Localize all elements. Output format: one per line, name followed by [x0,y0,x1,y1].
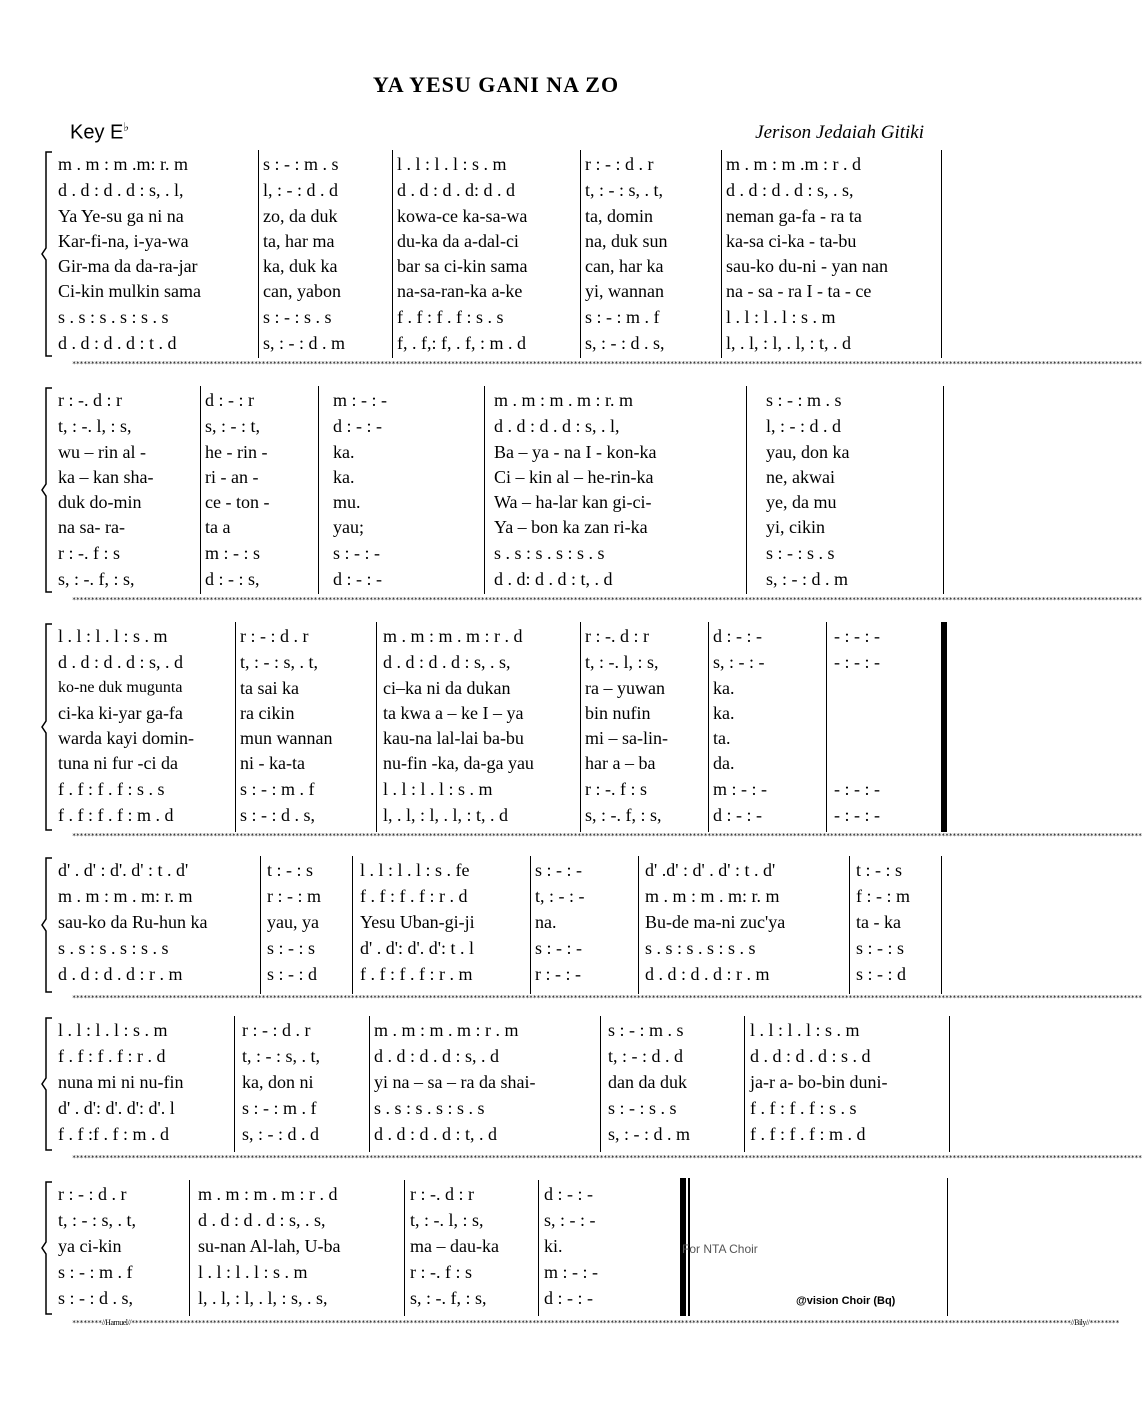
lyric-row: Kar-fi-na, i-ya-wa [58,231,189,251]
note-row: m . m : m .m : r . d [726,154,861,174]
measure [54,1180,194,1316]
separator-stars: ************************************************************************************************************************************************************************************************************************************************************************************************ [72,1154,1142,1162]
lyric-row: can, yabon [263,281,341,301]
note-row: d : - : - [333,416,382,436]
note-row: d . d : d . d : s, . l, [58,180,184,200]
note-row: f . f : f . f : m . d [750,1124,866,1144]
note-row: s : - : s . s [263,307,332,327]
note-row: m . m : m . m : r . m [374,1020,519,1040]
lyric-row: Ci – kin al – he-rin-ka [494,467,654,487]
lyric-row: ta. [713,728,731,748]
note-row: l, . l, : l, . l, : t, . d [383,805,509,825]
lyric-row: ki. [544,1236,563,1256]
note-row: r : -. f : s [58,543,120,563]
footer-credits: ********//Hamuel//*************************************************************************************************************************************************************************************************************************************************************//Bily//******** [72,1318,1120,1327]
note-row: s . s : s . s : s . s [58,307,169,327]
lyric-row: ta a [205,517,231,537]
note-row: f . f : f . f : s . s [58,779,165,799]
lyric-row: warda kayi domin- [58,728,194,748]
note-row: l . l : l . l : s . m [750,1020,860,1040]
note-row: d . d : d . d : s, . s, [383,652,511,672]
measure [54,856,264,994]
lyric-row: du-ka da a-dal-ci [397,231,519,251]
lyric-row: mun wannan [240,728,333,748]
arranger-credit: //Hamuel// [101,1318,131,1327]
note-row: t, : - : s, . t, [585,180,664,200]
note-row: f . f : f . f : r . d [360,886,468,906]
brace-icon [40,150,54,358]
note-row: f, . f,: f, . f, : m . d [397,333,526,353]
barline [941,150,942,358]
barline [849,856,850,994]
song-title: YA YESU GANI NA ZO [372,72,620,97]
note-row: l, . l, : l, . l, : t, . d [726,333,852,353]
lyric-row: na - sa - ra I - ta - ce [726,281,872,301]
note-row: f . f : f . f : r . d [58,1046,166,1066]
system-4 [40,856,942,994]
barline [744,1016,745,1152]
note-row: s : - : s [267,938,316,958]
note-row: s, : - : d . m [263,333,346,353]
lyric-row: can, har ka [585,256,664,276]
note-row: l . l : l . l : s . m [383,779,493,799]
barline [947,1178,948,1316]
note-row: s : - : m . f [240,779,315,799]
note-row: s : - : - [333,543,380,563]
lyric-row: bin nufin [585,703,651,723]
lyric-row: tuna ni fur -ci da [58,753,178,773]
lyric-row: kowa-ce ka-sa-wa [397,206,528,226]
barline [826,622,827,832]
note-row: l . l : l . l : s . m [198,1262,308,1282]
separator-stars: ************************************************************************************************************************************************************************************************************************************************************************************************ [72,994,1142,1002]
note-row: f . f : f . f : s . s [397,307,504,327]
note-row: d : - : - [544,1184,593,1204]
measure [259,150,396,358]
note-row: l, : - : d . d [263,180,338,200]
measure [201,386,317,594]
note-row: s, : - : d . s, [585,333,665,353]
lyric-row: bar sa ci-kin sama [397,256,528,276]
lyric-row: he - rin - [205,442,268,462]
note-row: t, : - : d . d [608,1046,683,1066]
note-row: d : - : - [544,1288,593,1308]
note-row: t : - : s [267,860,314,880]
note-row: t, : - : s, . t, [240,652,319,672]
note-row: t, : - : s, . t, [242,1046,321,1066]
lyric-row: zo, da duk [263,206,338,226]
separator-stars: ************************************************************************************************************************************************************************************************************************************************************************************************ [72,832,1142,840]
note-row: m : - : - [333,390,387,410]
lyric-row: ja-r a- bo-bin duni- [750,1072,888,1092]
measure [709,622,829,832]
lyric-row: Bu-de ma-ni zuc'ya [645,912,786,932]
lyric-row: yau, ya [267,912,319,932]
barline [746,386,747,594]
barline [376,622,377,832]
measure [236,622,376,832]
lyric-row: mu. [333,492,361,512]
lyric-row: ka. [713,678,735,698]
lyric-row: Ya Ye-su ga ni na [58,206,184,226]
measure [194,1180,404,1316]
lyric-row: ka – kan sha- [58,467,154,487]
note-row: r : -. d : r [410,1184,474,1204]
lyric-row: Ba – ya - na I - kon-ka [494,442,657,462]
system-5 [40,1016,950,1152]
note-row: r : -. d : r [58,390,122,410]
lyric-row: yau; [333,517,364,537]
note-row: s : - : d . s, [58,1288,134,1308]
note-row: m : - : s [205,543,261,563]
brace-icon [40,1016,54,1152]
note-row: s : - : s . s [608,1098,677,1118]
note-row: d . d : d . d : s, . s, [198,1210,326,1230]
lyric-row: su-nan Al-lah, U-ba [198,1236,341,1256]
measure [393,150,583,358]
lyric-row: ka. [333,467,355,487]
lyric-row: Wa – ha-lar kan gi-ci- [494,492,652,512]
barline [318,386,319,594]
barline [538,1180,539,1316]
note-row: m . m : m .m: r. m [58,154,189,174]
measure [54,1016,234,1152]
note-row: s . s : s . s : s . s [374,1098,485,1118]
note-row: d' . d': d'. d': t . l [360,938,474,958]
separator-stars: ************************************************************************************************************************************************************************************************************************************************************************************************ [72,596,1142,604]
note-row: r : - : d . r [242,1020,311,1040]
note-row: s . s : s . s : s . s [645,938,756,958]
lyric-row: na-sa-ran-ka a-ke [397,281,523,301]
note-row: s . s : s . s : s . s [58,938,169,958]
note-row: r : -. f : s [410,1262,472,1282]
note-row: r : -. f : s [585,779,647,799]
measure [604,1016,744,1152]
note-row: s : - : s . s [766,543,835,563]
lyric-row: sau-ko du-ni - yan nan [726,256,888,276]
lyric-row: ya ci-kin [58,1236,122,1256]
note-row: m . m : m . m: r. m [58,886,193,906]
lyric-row: ra – yuwan [585,678,665,698]
barline [404,1180,405,1316]
note-row: r : - : d . r [240,626,309,646]
lyric-row: ta, domin [585,206,653,226]
note-row: d : - : - [333,569,382,589]
measure [379,622,579,832]
brace-icon [40,1180,54,1316]
measure [490,386,750,594]
note-row: s, : -. f, : s, [410,1288,487,1308]
lyric-row: duk do-min [58,492,142,512]
note-row: d . d : d . d : r . m [645,964,770,984]
note-row: f . f :f . f : m . d [58,1124,169,1144]
lyric-row: ra cikin [240,703,295,723]
measure [329,386,479,594]
lyric-row: ta, har ma [263,231,335,251]
note-row: d : - : s, [205,569,260,589]
note-row: r : - : d . r [585,154,654,174]
system-6 [40,1180,680,1316]
note-row: l, . l, : l, . l, : s, . s, [198,1288,328,1308]
choir-brand: @vision Choir (Bq) [796,1295,896,1307]
lyric-row: ma – dau-ka [410,1236,499,1256]
barline [484,386,485,594]
note-row: - : - : - [834,626,880,646]
note-row: s, : -. f, : s, [58,569,135,589]
system-1 [40,150,942,358]
lyric-row: ci-ka ki-yar ga-fa [58,703,183,723]
note-row: t, : -. l, : s, [410,1210,484,1230]
lyric-row: ta - ka [856,912,901,932]
lyric-row: mi – sa-lin- [585,728,668,748]
note-row: s : - : m . s [263,154,339,174]
measure [406,1180,541,1316]
lyric-row: ka, don ni [242,1072,314,1092]
lyric-row: ka-sa ci-ka - ta-bu [726,231,857,251]
final-barline [941,622,947,832]
note-row: l, : - : d . d [766,416,841,436]
lyric-row: da. [713,753,735,773]
note-row: d . d: d . d : t, . d [494,569,613,589]
measure [746,1016,946,1152]
barline [943,386,944,594]
brace-icon [40,856,54,994]
measure [830,622,940,832]
lyric-row: yi, cikin [766,517,825,537]
lyric-row: ci–ka ni da dukan [383,678,511,698]
lyric-row: yi na – sa – ra da shai- [374,1072,536,1092]
note-row: s, : - : t, [205,416,261,436]
measure [540,1180,660,1316]
note-row: m . m : m . m : r. m [494,390,634,410]
note-row: r : - : - [535,964,581,984]
note-row: d . d : d . d : t . d [58,333,177,353]
note-row: l . l : l . l : s . m [726,307,836,327]
note-row: s : - : s [856,938,905,958]
composer-name: Jerison Jedaiah Gitiki [755,122,924,143]
system-2 [40,386,950,594]
lyric-row: wu – rin al - [58,442,146,462]
lyric-row: sau-ko da Ru-hun ka [58,912,208,932]
note-row: m : - : - [544,1262,598,1282]
lyric-row: neman ga-fa - ra ta [726,206,862,226]
note-row: l . l : l . l : s . m [58,1020,168,1040]
note-row: m . m : m . m : r . d [198,1184,338,1204]
brace-icon [40,386,54,594]
lyric-row: ta sai ka [240,678,299,698]
note-row: d . d : d . d : s, . s, [726,180,854,200]
key-signature [70,120,129,145]
note-row: d . d : d . d: d . d [397,180,516,200]
system-3 [40,622,950,832]
lyric-row: dan da duk [608,1072,687,1092]
separator-stars: ************************************************************************************************************************************************************************************************************************************************************************************************ [72,360,1142,368]
note-row: d' . d': d'. d': d'. l [58,1098,175,1118]
note-row: - : - : - [834,805,880,825]
lyric-row: nuna mi ni nu-fin [58,1072,184,1092]
note-row: s, : - : - [713,652,765,672]
lyric-row: Gir-ma da da-ra-jar [58,256,198,276]
note-row: s : - : m . f [242,1098,317,1118]
note-row: s : - : d [267,964,318,984]
measure [370,1016,600,1152]
measure [54,386,202,594]
lyric-row: na, duk sun [585,231,668,251]
lyric-row: nu-fin -ka, da-ga yau [383,753,534,773]
note-row: t, : -. l, : s, [58,416,132,436]
note-row: s, : - : - [544,1210,596,1230]
note-row: d' .d' : d' . d' : t . d' [645,860,776,880]
measure [54,622,236,832]
note-row: m . m : m . m: r. m [645,886,780,906]
lyric-row: ka. [713,703,735,723]
lyric-row: na sa- ra- [58,517,125,537]
lyric-row: ye, da mu [766,492,837,512]
measure [762,386,942,594]
note-row: l . l : l . l : s . fe [360,860,470,880]
lyric-row: ka, duk ka [263,256,338,276]
note-row: s : - : m . s [608,1020,684,1040]
brace-icon [40,622,54,832]
note-row: l . l : l . l : s . m [58,626,168,646]
lyric-row: na. [535,912,557,932]
lyric-row: ka. [333,442,355,462]
barline [638,856,639,994]
note-row: d . d : d . d : s, . d [374,1046,500,1066]
note-row: - : - : - [834,652,880,672]
measure [581,622,707,832]
lyric-row: ne, akwai [766,467,835,487]
note-row: d : - : - [713,626,762,646]
note-row: s, : -. f, : s, [585,805,662,825]
note-row: s : - : - [535,860,582,880]
note-row: t : - : s [856,860,903,880]
note-row: d : - : - [713,805,762,825]
note-row: s : - : - [535,938,582,958]
measure [54,150,258,358]
note-row: d . d : d . d : r . m [58,964,183,984]
note-row: r : - : d . r [58,1184,127,1204]
note-row: - : - : - [834,779,880,799]
measure [356,856,536,994]
lyric-row: Ci-kin mulkin sama [58,281,201,301]
lyric-row: Ya – bon ka zan ri-ka [494,517,648,537]
lyric-row: kau-na lal-lai ba-bu [383,728,524,748]
measure [238,1016,368,1152]
measure [852,856,942,994]
note-row: d' . d' : d'. d' : t . d' [58,860,189,880]
lyric-row: yau, don ka [766,442,850,462]
lyric-row: har a – ba [585,753,656,773]
barline [189,1180,190,1316]
note-row: d . d : d . d : s . d [750,1046,871,1066]
lyric-row: ta kwa a – ke I – ya [383,703,524,723]
note-row: s : - : d [856,964,907,984]
note-row: f . f : f . f : m . d [58,805,174,825]
note-row: t, : - : - [535,886,585,906]
note-row: d : - : r [205,390,254,410]
key-label: Key E [70,121,124,144]
lyric-row: yi, wannan [585,281,664,301]
copyist-credit: //Bily// [1070,1318,1090,1327]
lyric-row: Yesu Uban-gi-ji [360,912,475,932]
note-row: t, : -. l, : s, [585,652,659,672]
measure [641,856,851,994]
note-row: s, : - : d . d [242,1124,320,1144]
measure [722,150,940,358]
note-row: f : - : m [856,886,910,906]
note-row: s, : - : d . m [766,569,849,589]
lyric-row: ni - ka-ta [240,753,305,773]
measure [263,856,353,994]
note-row: s : - : m . f [585,307,660,327]
note-row: d . d : d . d : t, . d [374,1124,498,1144]
note-row: m . m : m . m : r . d [383,626,523,646]
barline [949,1016,950,1152]
lyric-row: ri - an - [205,467,259,487]
barline [600,1016,601,1152]
barline [260,856,261,994]
note-row: d . d : d . d : s, . l, [494,416,620,436]
barline [352,856,353,994]
note-row: s : - : m . f [58,1262,133,1282]
note-row: d . d : d . d : s, . d [58,652,184,672]
choir-note: For NTA Choir [682,1242,758,1256]
barline [941,856,942,994]
note-row: t, : - : s, . t, [58,1210,137,1230]
note-row: f . f : f . f : r . m [360,964,473,984]
lyric-row: ce - ton - [205,492,270,512]
note-row: m : - : - [713,779,767,799]
note-row: f . f : f . f : s . s [750,1098,857,1118]
note-row: s . s : s . s : s . s [494,543,605,563]
note-row: s : - : m . s [766,390,842,410]
note-row: s, : - : d . m [608,1124,691,1144]
measure [581,150,721,358]
measure [531,856,641,994]
note-row: r : - : m [267,886,321,906]
lyric-row: ko-ne duk mugunta [58,679,183,696]
flat-accidental: ♭ [123,120,130,134]
barline [234,1016,235,1152]
note-row: s : - : d . s, [240,805,316,825]
note-row: r : -. d : r [585,626,649,646]
note-row: l . l : l . l : s . m [397,154,507,174]
